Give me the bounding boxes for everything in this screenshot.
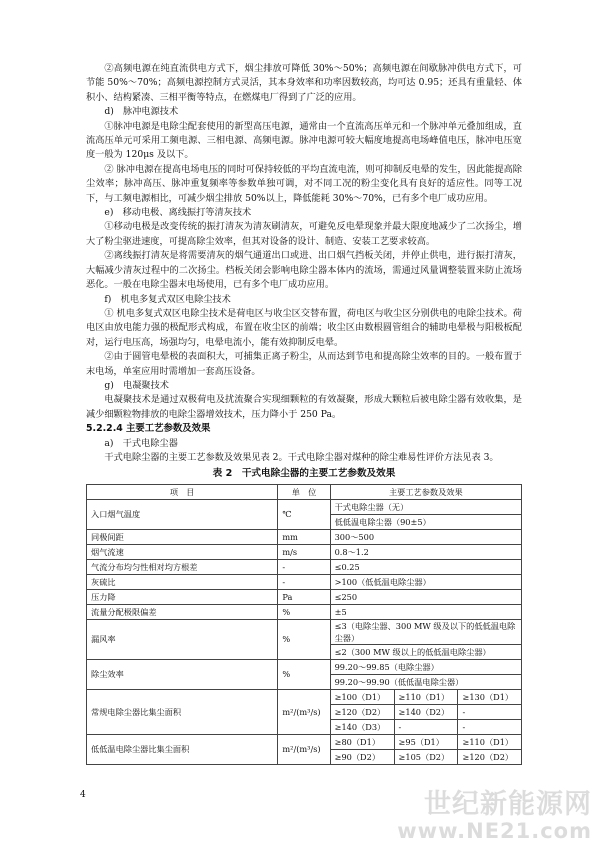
grid-cell: ≥140（D3）	[330, 719, 394, 734]
page-number: 4	[80, 790, 86, 800]
paragraph-offline-rapping: ②离线振打清灰是将需要清灰的烟气通道出口或进、出口烟气挡板关闭，并停止供电，进行振打清灰，大幅减少清灰过程中的二次扬尘。档板关闭会影响电除尘器本体内的流场，需通过风量调整装置来防止流场恶化。一般在电除尘器末电场使用，已有多个电厂成功应用。	[86, 250, 522, 291]
row-value: 300～500	[330, 529, 521, 544]
table-caption: 表 2 干式电除尘器的主要工艺参数及效果	[212, 468, 396, 480]
paragraph-pulse-power-1: ①脉冲电源是电除尘配套使用的新型高压电源，通常由一个直流高压单元和一个脉冲单元叠加组成，直流高压单元可采用工频电源、三相电源、高频电源。脉冲电源可较大幅度地提高电场峰值电压，脉冲电压宽度一般为 120μs 及以下。	[86, 120, 522, 161]
row-value: 0.8～1.2	[330, 544, 521, 559]
row-item: 除尘效率	[87, 659, 278, 689]
table-row	[87, 544, 522, 559]
subheading-dual-zone: f) 机电多复式双区电除尘技术	[104, 293, 231, 305]
header-parameters: 主要工艺参数及效果	[330, 484, 521, 499]
row-unit: m/s	[278, 544, 330, 559]
row-item: 入口烟气温度	[87, 499, 278, 529]
table-row	[87, 604, 522, 619]
subheading-dry-esp: a) 干式电除尘器	[104, 437, 178, 449]
table-row	[87, 734, 522, 749]
table-row	[87, 589, 522, 604]
grid-cell: -	[394, 719, 458, 734]
row-item: 气流分布均匀性相对均方根差	[87, 559, 278, 574]
watermark-title: 世纪新能源网	[424, 789, 592, 820]
row-unit: %	[278, 659, 330, 689]
grid-cell: -	[458, 719, 522, 734]
row-unit: m²/(m³/s)	[278, 689, 330, 734]
row-item: 常规电除尘器比集尘面积	[87, 689, 278, 734]
grid-cell: ≥110（D1）	[394, 689, 458, 704]
row-value: ≤0.25	[330, 559, 521, 574]
row-item: 灰硫比	[87, 574, 278, 589]
table-row	[87, 559, 522, 574]
grid-cell: ≥130（D1）	[458, 689, 522, 704]
parameters-table	[86, 484, 522, 765]
grid-cell: ≥105（D2）	[394, 749, 458, 764]
row-value: 99.20～99.90（低低温电除尘器）	[330, 674, 521, 689]
header-item: 项 目	[87, 484, 278, 499]
section-heading-5-2-2-4: 5.2.2.4 主要工艺参数及效果	[86, 423, 211, 435]
row-unit: Pa	[278, 589, 330, 604]
table-header-row	[87, 484, 522, 499]
table-row	[87, 689, 522, 704]
subheading-electro-coagulation: g) 电凝聚技术	[104, 379, 169, 391]
grid-cell: ≥100（D1）	[330, 689, 394, 704]
row-unit: -	[278, 574, 330, 589]
paragraph-high-frequency-power: ②高频电源在纯直流供电方式下，烟尘排放可降低 30%～50%；高频电源在间歇脉冲供电方式下，可节能 50%～70%；高频电源控制方式灵活，其本身效率和功率因数较高，均可达 0.95；还具有重量轻、体积小、结构紧凑、三相平衡等特点，在燃煤电厂得到了广泛的应用。	[86, 63, 522, 103]
subheading-moving-electrode: e) 移动电极、离线振打等清灰技术	[104, 207, 252, 219]
subheading-pulse-power: d) 脉冲电源技术	[104, 106, 179, 118]
row-value: 低低温电除尘器（90±5）	[330, 514, 521, 529]
page-content	[86, 62, 522, 765]
row-item: 漏风率	[87, 619, 278, 659]
table-row	[87, 499, 522, 514]
table-row	[87, 619, 522, 644]
row-item: 烟气流速	[87, 544, 278, 559]
row-value: 干式电除尘器（无）	[330, 499, 521, 514]
row-item: 同极间距	[87, 529, 278, 544]
grid-cell: ≥120（D2）	[330, 704, 394, 719]
row-unit: ℃	[278, 499, 330, 529]
row-value: ≤3（电除尘器、300 MW 级及以下的低低温电除尘器）	[330, 619, 521, 644]
row-unit: %	[278, 619, 330, 659]
header-unit: 单 位	[278, 484, 330, 499]
paragraph-electro-coagulation: 电凝聚技术是通过双极荷电及扰流聚合实现细颗粒的有效凝聚，形成大颗粒后被电除尘器有效收集，是减少细颗粒物排放的电除尘器增效技术，压力降小于 250 Pa。	[86, 394, 522, 420]
row-unit: mm	[278, 529, 330, 544]
row-item: 流量分配极限偏差	[87, 604, 278, 619]
paragraph-dry-esp: 干式电除尘器的主要工艺参数及效果见表 2。干式电除尘器对煤种的除尘难易性评价方法见表 3。	[104, 451, 499, 463]
row-value: >100（低低温电除尘器）	[330, 574, 521, 589]
table-row	[87, 574, 522, 589]
table-row	[87, 659, 522, 674]
grid-cell: ≥110（D1）	[458, 734, 522, 749]
grid-cell: ≥80（D1）	[330, 734, 394, 749]
row-value: ±5	[330, 604, 521, 619]
row-value: ≤250	[330, 589, 521, 604]
row-item: 低低温电除尘器比集尘面积	[87, 734, 278, 764]
grid-cell: -	[458, 704, 522, 719]
grid-cell: ≥95（D1）	[394, 734, 458, 749]
paragraph-moving-electrode: ①移动电极是改变传统的振打清灰为清灰刷清灰，可避免反电晕现象并最大限度地减少了二次扬尘，增大了粉尘驱进速度，可提高除尘效率，但其对设备的设计、制造、安装工艺要求较高。	[86, 221, 522, 247]
watermark-logo	[397, 790, 592, 842]
table-row	[87, 529, 522, 544]
paragraph-dual-zone-1: ① 机电多复式双区电除尘技术是荷电区与收尘区交替布置，荷电区与收尘区分别供电的电除尘技术。荷电区由放电能力强的极配形式构成，布置在收尘区的前端；收尘区由数根圆管组合的辅助电晕极与阳极板配对，运行电压高，场强均匀，电晕电流小，能有效抑制反电晕。	[86, 307, 522, 348]
paragraph-pulse-power-2: ② 脉冲电源在提高电场电压的同时可保持较低的平均直流电流，则可抑制反电晕的发生，因此能提高除尘效率；脉冲高压、脉冲重复频率等参数单独可调，对不同工况的粉尘变化具有良好的适应性。同等工况下，与工频电源相比，可减少烟尘排放 50%以上，降低能耗 30%～70%，已有多个电厂成功应用。	[86, 163, 522, 204]
watermark-url: www.NE21.com	[397, 819, 592, 843]
grid-cell: ≥140（D2）	[394, 704, 458, 719]
row-value: 99.20～99.85（电除尘器）	[330, 659, 521, 674]
row-unit: -	[278, 559, 330, 574]
row-value: ≤2（300 MW 级以上的低低温电除尘器）	[330, 644, 521, 659]
grid-cell: ≥120（D2）	[458, 749, 522, 764]
row-item: 压力降	[87, 589, 278, 604]
grid-cell: ≥90（D2）	[330, 749, 394, 764]
paragraph-dual-zone-2: ②由于圆管电晕极的表面积大，可捕集正离子粉尘，从而达到节电和提高除尘效率的目的。一般布置于末电场，单室应用时需增加一套高压设备。	[86, 351, 522, 377]
row-unit: %	[278, 604, 330, 619]
row-unit: m²/(m³/s)	[278, 734, 330, 764]
